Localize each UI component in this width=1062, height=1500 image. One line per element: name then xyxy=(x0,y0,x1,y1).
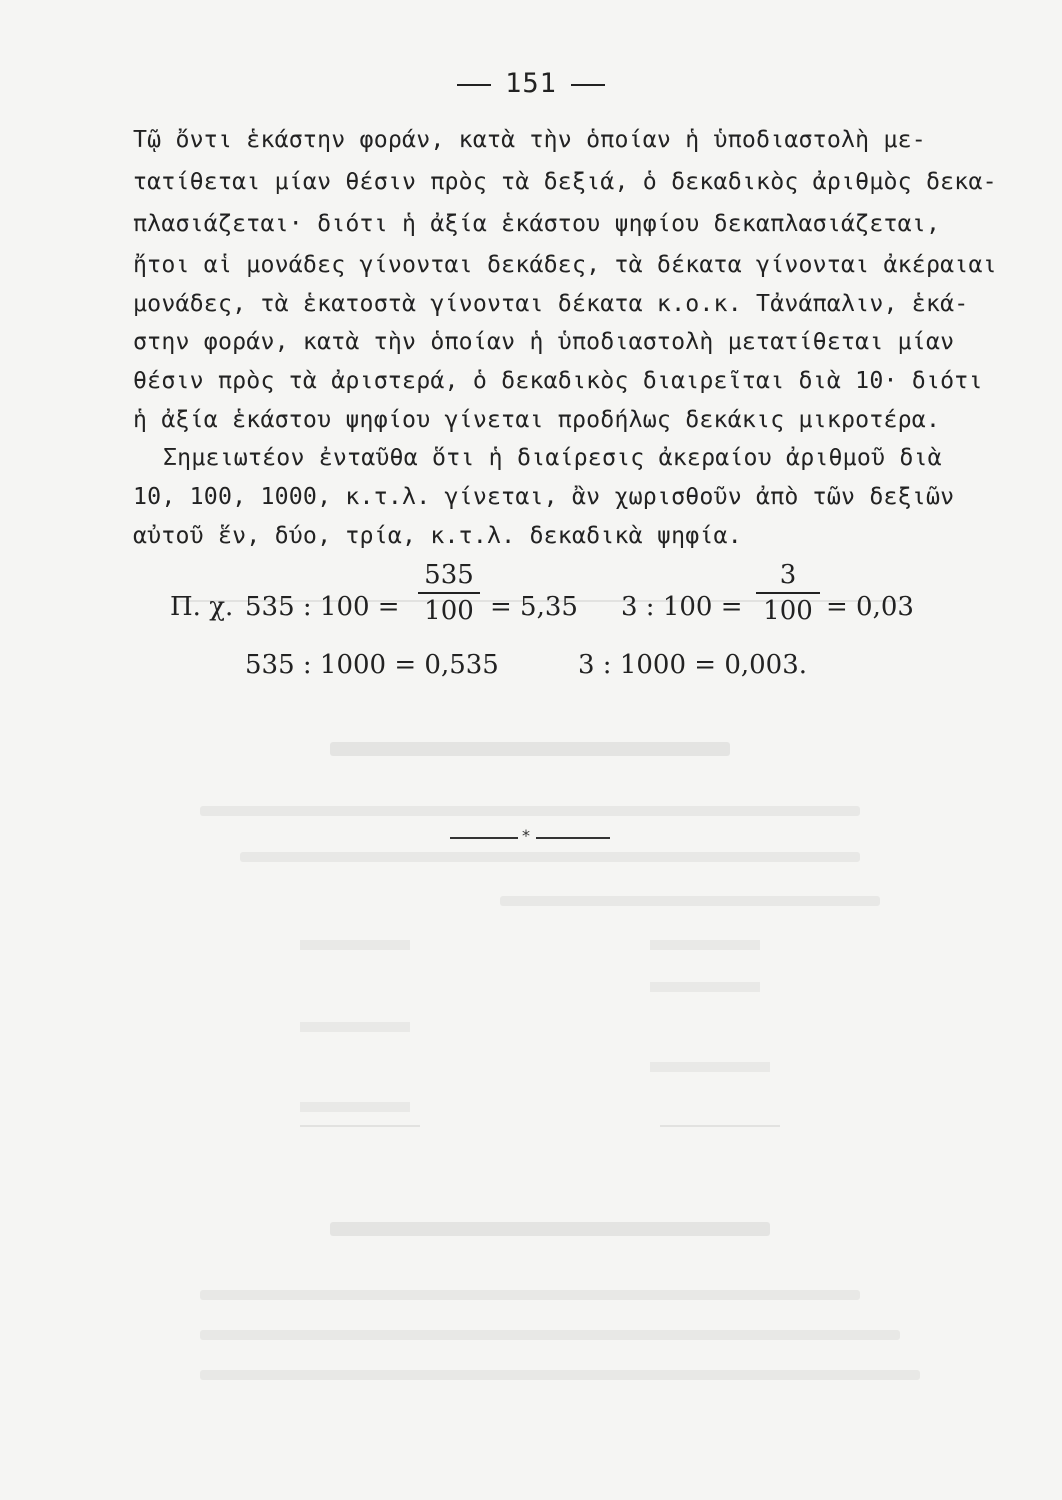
paragraph-line: στην φοράν, κατὰ τὴν ὁποίαν ἡ ὑποδιαστολὴ μετατίθεται μίαν xyxy=(133,328,955,355)
separator-rule-left xyxy=(450,837,518,839)
example-1-numerator: 535 xyxy=(424,560,474,590)
paragraph-line: τατίθεται μίαν θέσιν πρὸς τὰ δεξιά, ὁ δεκαδικὸς ἀριθμὸς δεκα- xyxy=(133,168,997,195)
example-2-rhs: = 0,03 xyxy=(826,592,914,622)
paragraph-line: Τῷ ὄντι ἑκάστην φοράν, κατὰ τὴν ὁποίαν ἡ ὑποδιαστολὴ με- xyxy=(133,126,926,153)
paragraph-line: θέσιν πρὸς τὰ ἀριστερά, ὁ δεκαδικὸς διαιρεῖται διὰ 10· διότι xyxy=(133,367,983,394)
separator-star: * xyxy=(522,826,530,845)
page-number-text: 151 xyxy=(505,68,557,99)
example-1-fraction xyxy=(418,560,480,626)
page-number-dash-left xyxy=(457,84,491,86)
page-number-dash-right xyxy=(571,84,605,86)
example-1-rhs: = 5,35 xyxy=(490,592,578,622)
separator-rule-right xyxy=(536,837,610,839)
example-2-lhs: 3 : 100 = xyxy=(621,592,743,622)
paragraph-line: ἤτοι αἱ μονάδες γίνονται δεκάδες, τὰ δέκατα γίνονται ἀκέραιαι xyxy=(133,251,997,278)
paragraph-line: μονάδες, τὰ ἑκατοστὰ γίνονται δέκατα κ.ο.κ. Τἀνάπαλιν, ἑκά- xyxy=(133,290,969,317)
paragraph-line: 10, 100, 1000, κ.τ.λ. γίνεται, ἂν χωρισθοῦν ἀπὸ τῶν δεξιῶν xyxy=(133,483,955,510)
paragraph-line: Σημειωτέον ἐνταῦθα ὅτι ἡ διαίρεσις ἀκεραίου ἀριθμοῦ διὰ xyxy=(163,444,942,471)
example-2-denominator: 100 xyxy=(763,596,813,626)
paragraph-line: πλασιάζεται· διότι ἡ ἀξία ἑκάστου ψηφίου δεκαπλασιάζεται, xyxy=(133,210,941,237)
example-2-numerator: 3 xyxy=(779,560,797,590)
section-separator xyxy=(450,828,610,848)
example-1-fraction-bar xyxy=(418,592,480,594)
paragraph-line: ἡ ἀξία ἑκάστου ψηφίου γίνεται προδήλως δεκάκις μικροτέρα. xyxy=(133,406,941,433)
paragraph-line: αὐτοῦ ἕν, δύο, τρία, κ.τ.λ. δεκαδικὰ ψηφία. xyxy=(133,522,742,549)
example-1-lhs: 535 : 100 = xyxy=(245,592,400,622)
example-2-fraction xyxy=(756,560,820,626)
example-prefix: Π. χ. xyxy=(170,592,234,622)
example-3: 535 : 1000 = 0,535 xyxy=(245,650,499,680)
example-2-fraction-bar xyxy=(756,592,820,594)
example-4: 3 : 1000 = 0,003. xyxy=(578,650,808,680)
page-number xyxy=(0,68,1062,99)
example-1-denominator: 100 xyxy=(424,596,474,626)
